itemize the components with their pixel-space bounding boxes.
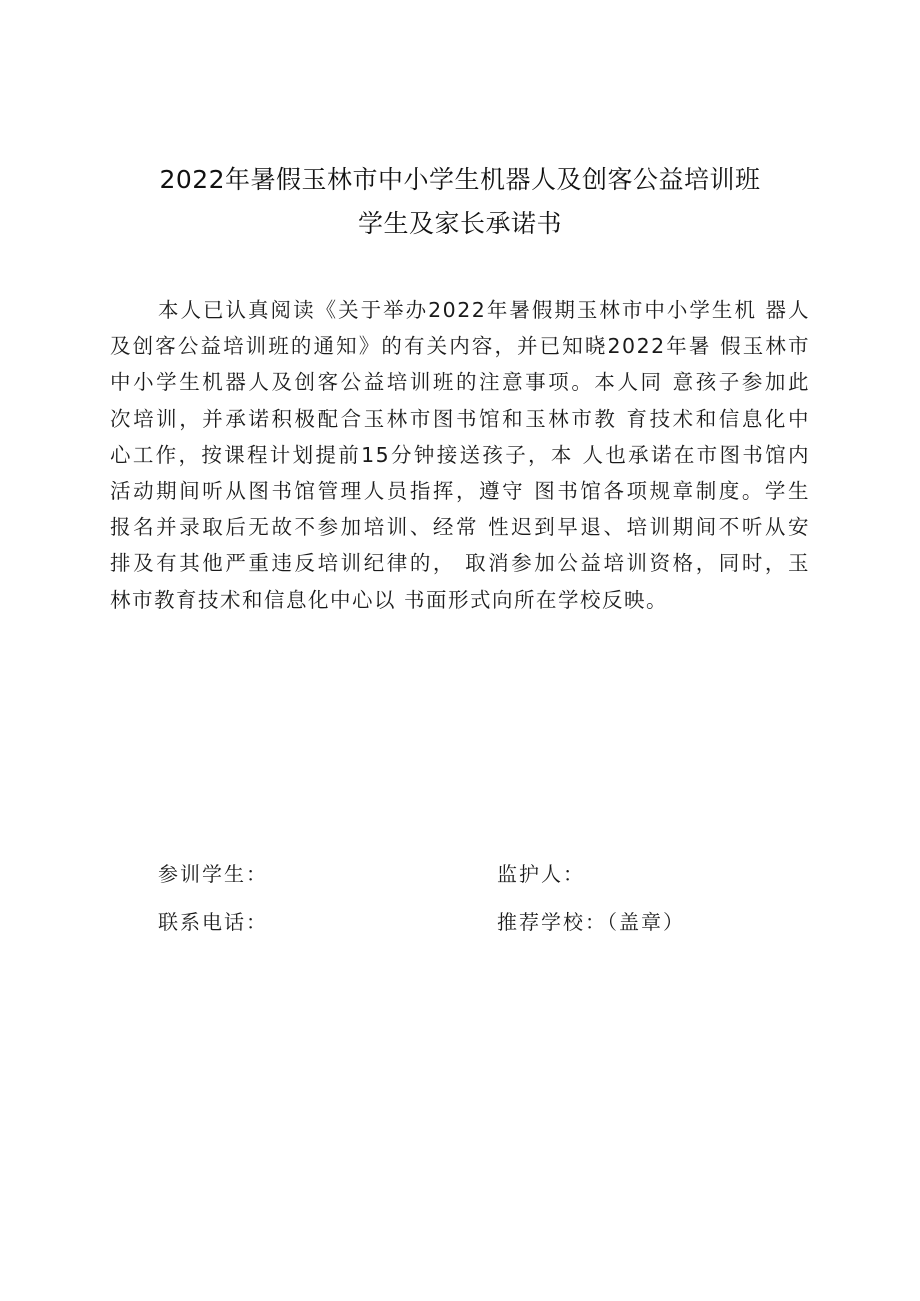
commitment-body <box>110 292 810 618</box>
guardian-signature-label: 监护人： <box>497 862 585 886</box>
body-line: 排及有其他严重违反培训纪律的， 取消参加公益培训资格，同时，玉 <box>110 551 810 576</box>
phone-label: 联系电话： <box>158 910 268 934</box>
document-title-line-1: 2022年暑假玉林市中小学生机器人及创客公益培训班 <box>159 165 761 194</box>
body-line: 及创客公益培训班的通知》的有关内容，并已知晓2022年暑 假玉林市 <box>110 334 810 359</box>
body-line: 林市教育技术和信息化中心以 书面形式向所在学校反映。 <box>110 587 669 612</box>
body-line: 中小学生机器人及创客公益培训班的注意事项。本人同 意孩子参加此 <box>110 370 810 395</box>
body-line: 报名并录取后无故不参加培训、经常 性迟到早退、培训期间不听从安 <box>110 515 810 540</box>
body-line: 心工作，按课程计划提前15分钟接送孩子，本 人也承诺在市图书馆内 <box>110 442 810 467</box>
student-signature-label: 参训学生： <box>158 862 268 886</box>
body-line: 次培训，并承诺积极配合玉林市图书馆和玉林市教 育技术和信息化中 <box>110 406 810 431</box>
document-title-line-2: 学生及家长承诺书 <box>357 209 562 238</box>
body-line: 活动期间听从图书馆管理人员指挥，遵守 图书馆各项规章制度。学生 <box>110 479 810 504</box>
school-stamp-label: 推荐学校：（盖章） <box>497 910 685 934</box>
body-line: 本人已认真阅读《关于举办2022年暑假期玉林市中小学生机 器人 <box>158 298 810 322</box>
